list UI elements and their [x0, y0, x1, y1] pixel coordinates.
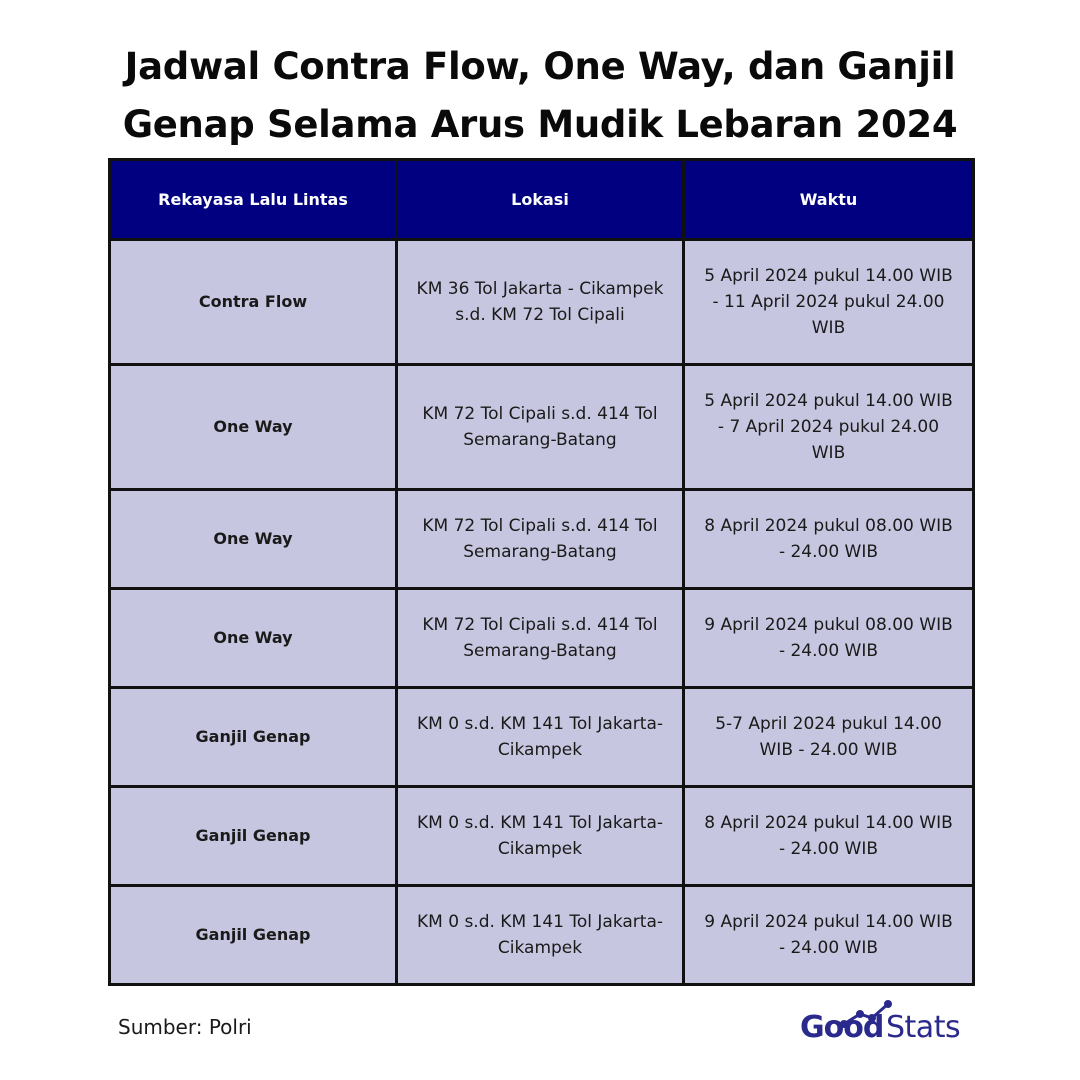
cell-rekayasa: One Way: [110, 490, 397, 589]
cell-waktu: 5-7 April 2024 pukul 14.00 WIB - 24.00 WIB: [684, 688, 974, 787]
table-row: [110, 490, 974, 589]
table-row: [110, 688, 974, 787]
schedule-table: [108, 158, 975, 986]
cell-lokasi: KM 0 s.d. KM 141 Tol Jakarta-Cikampek: [397, 688, 684, 787]
cell-rekayasa: Contra Flow: [110, 240, 397, 365]
cell-waktu: 8 April 2024 pukul 08.00 WIB - 24.00 WIB: [684, 490, 974, 589]
logo-good-text: Good: [800, 1010, 884, 1045]
header-waktu: Waktu: [684, 160, 974, 240]
cell-waktu: 9 April 2024 pukul 14.00 WIB - 24.00 WIB: [684, 886, 974, 985]
cell-waktu: 5 April 2024 pukul 14.00 WIB - 7 April 2024 pukul 24.00 WIB: [684, 365, 974, 490]
header-lokasi: Lokasi: [397, 160, 684, 240]
cell-lokasi: KM 72 Tol Cipali s.d. 414 Tol Semarang-Batang: [397, 365, 684, 490]
cell-lokasi: KM 36 Tol Jakarta - Cikampek s.d. KM 72 Tol Cipali: [397, 240, 684, 365]
table-row: [110, 365, 974, 490]
cell-waktu: 5 April 2024 pukul 14.00 WIB - 11 April 2024 pukul 24.00 WIB: [684, 240, 974, 365]
cell-rekayasa: One Way: [110, 365, 397, 490]
cell-lokasi: KM 72 Tol Cipali s.d. 414 Tol Semarang-Batang: [397, 490, 684, 589]
cell-waktu: 9 April 2024 pukul 08.00 WIB - 24.00 WIB: [684, 589, 974, 688]
table-row: [110, 787, 974, 886]
cell-rekayasa: One Way: [110, 589, 397, 688]
table-header-row: [110, 160, 974, 240]
cell-rekayasa: Ganjil Genap: [110, 688, 397, 787]
cell-rekayasa: Ganjil Genap: [110, 787, 397, 886]
table-row: [110, 886, 974, 985]
header-rekayasa: Rekayasa Lalu Lintas: [110, 160, 397, 240]
logo-stats-text: Stats: [886, 1010, 961, 1045]
cell-lokasi: KM 0 s.d. KM 141 Tol Jakarta-Cikampek: [397, 787, 684, 886]
cell-waktu: 8 April 2024 pukul 14.00 WIB - 24.00 WIB: [684, 787, 974, 886]
cell-lokasi: KM 72 Tol Cipali s.d. 414 Tol Semarang-Batang: [397, 589, 684, 688]
cell-lokasi: KM 0 s.d. KM 141 Tol Jakarta-Cikampek: [397, 886, 684, 985]
cell-rekayasa: Ganjil Genap: [110, 886, 397, 985]
table-row: [110, 589, 974, 688]
source-note: Sumber: Polri: [118, 1015, 252, 1039]
goodstats-logo: [798, 996, 978, 1054]
page-title: Jadwal Contra Flow, One Way, dan Ganjil Genap Selama Arus Mudik Lebaran 2024: [122, 45, 958, 146]
table-row: [110, 240, 974, 365]
